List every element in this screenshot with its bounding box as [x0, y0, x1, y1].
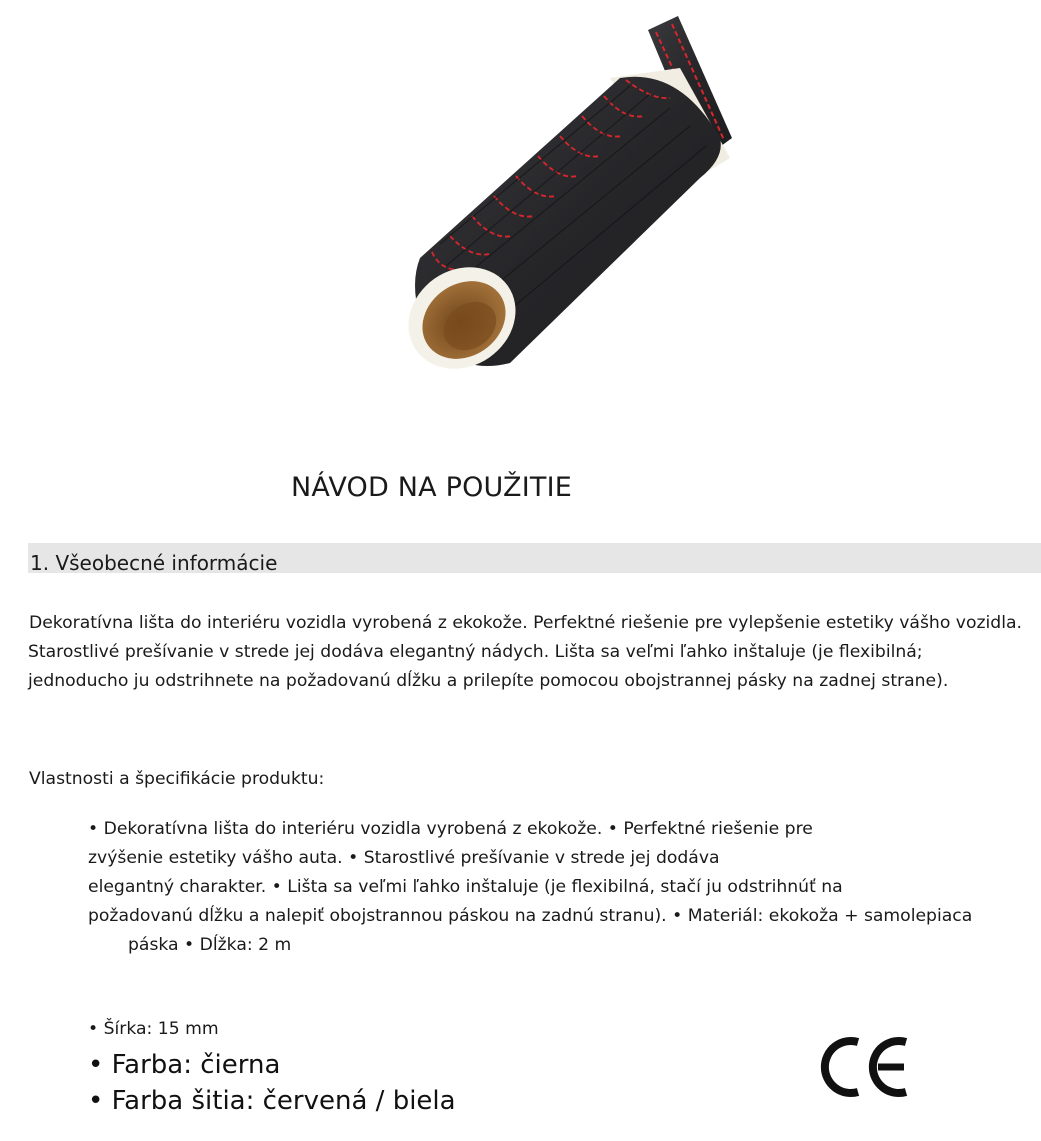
section-heading: 1. Všeobecné informácie: [30, 551, 278, 575]
ce-mark-icon: [818, 1034, 910, 1100]
spec-line: • Dekoratívna lišta do interiéru vozidla vyrobená z ekokože. • Perfektné riešenie pre: [88, 819, 813, 839]
spec-line: elegantný charakter. • Lišta sa veľmi ľahko inštaluje (je flexibilná, stačí ju odstrihnúť na: [88, 877, 843, 897]
section-heading-bar: [28, 543, 1041, 573]
page-title: NÁVOD NA POUŽITIE: [291, 472, 573, 503]
intro-line: jednoducho ju odstrihnete na požadovanú dĺžku a prilepíte pomocou obojstrannej pásky na zadnej strane).: [28, 671, 949, 691]
spec-line: páska • Dĺžka: 2 m: [128, 935, 292, 955]
stitch-color-spec: • Farba šitia: červená / biela: [88, 1086, 456, 1116]
spec-line: zvýšenie estetiky vášho auta. • Starostlivé prešívanie v strede jej dodáva: [88, 848, 720, 868]
width-spec: • Šírka: 15 mm: [88, 1019, 219, 1039]
intro-line: Starostlivé prešívanie v strede jej dodáva elegantný nádych. Lišta sa veľmi ľahko inštaluje (je flexibilná;: [28, 642, 923, 662]
spec-heading: Vlastnosti a špecifikácie produktu:: [29, 769, 325, 789]
color-spec: • Farba: čierna: [88, 1050, 281, 1080]
intro-line: Dekoratívna lišta do interiéru vozidla vyrobená z ekokože. Perfektné riešenie pre vylepšenie estetiky vášho vozidla.: [29, 613, 1022, 633]
product-image: [380, 8, 760, 378]
spec-line: požadovanú dĺžku a nalepiť obojstrannou páskou na zadnú stranu). • Materiál: ekokoža + samolepiaca: [88, 906, 973, 926]
